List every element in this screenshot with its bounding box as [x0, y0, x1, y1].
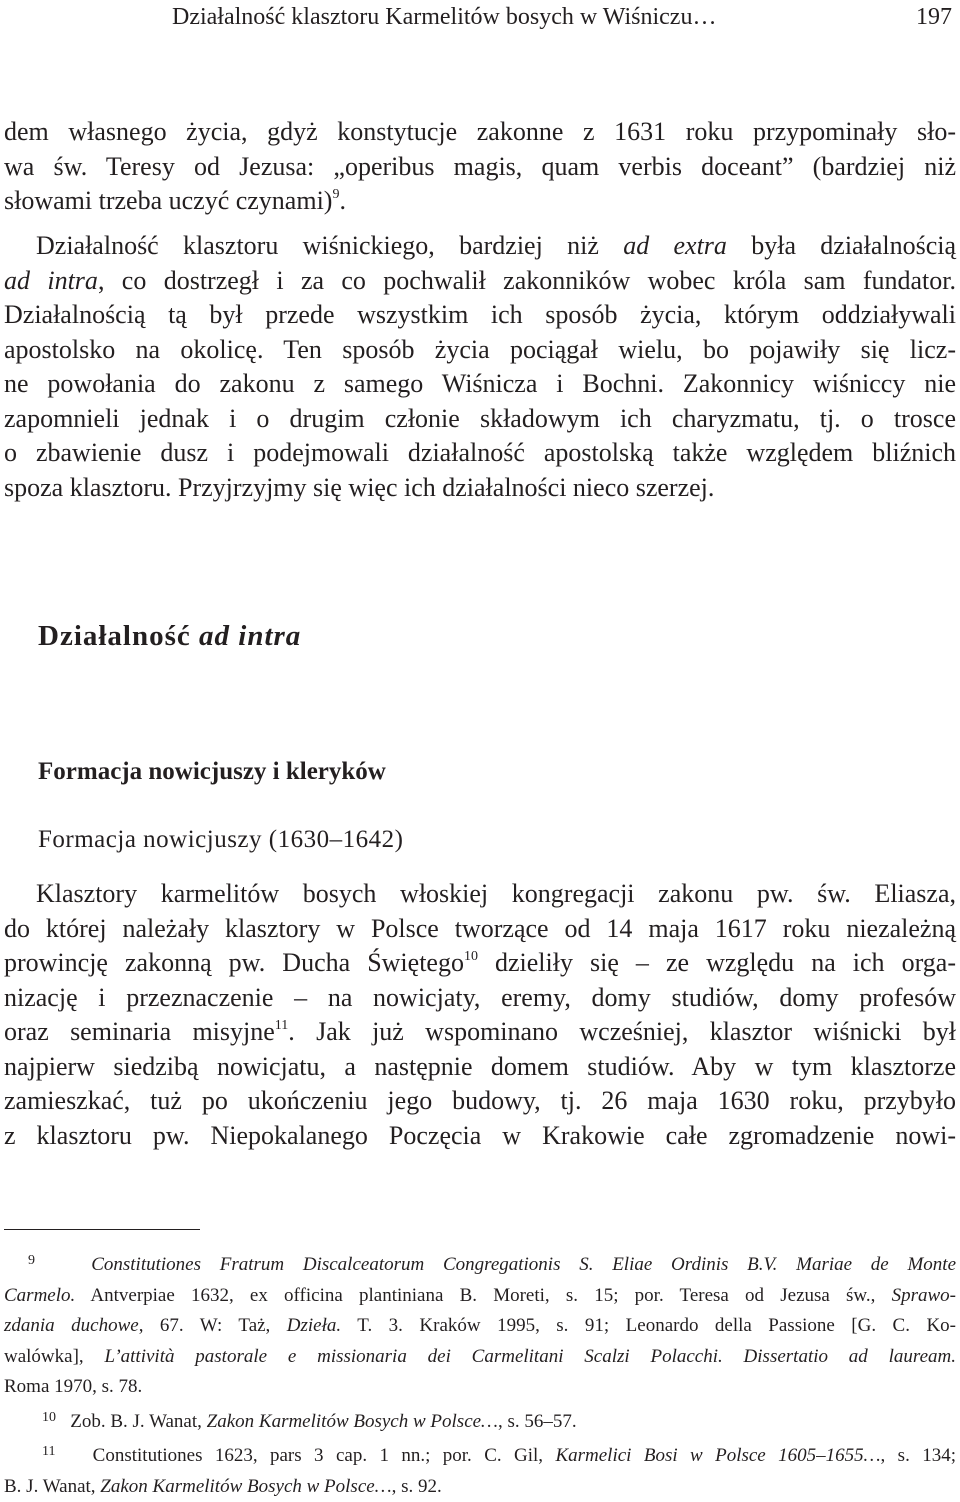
text-line: apostolsko na okolicę. Ten sposób życia pociągał wielu, bo pojawiły się licz-: [4, 333, 956, 368]
text-line: słowami trzeba uczyć czynami)$^9$.: [4, 184, 956, 219]
text-line: spoza klasztoru. Przyjrzyjmy się więc ich działalności nieco szerzej.: [4, 471, 956, 506]
footnote-11-line: B. J. Wanat, Zakon Karmelitów Bosych w Polsce…, s. 92.: [4, 1472, 956, 1502]
text-line: nizację i przeznaczenie – na nowicjaty, eremy, domy studiów, domy profesów: [4, 981, 956, 1016]
text-line: ad intra, co dostrzegł i za co pochwalił zakonników wobec króla sam fundator.: [4, 264, 956, 299]
page-number: 197: [916, 2, 952, 32]
footnote-separator: [4, 1229, 200, 1230]
text-line: dem własnego życia, gdyż konstytucje zakonne z 1631 roku przypominały sło-: [4, 115, 956, 150]
text-line: najpierw siedzibą nowicjatu, a następnie domem studiów. Aby w tym klasztorze: [4, 1050, 956, 1085]
subsection-heading: Formacja nowicjuszy i kleryków: [38, 758, 386, 786]
text-line: zamieszkać, tuż po ukończeniu jego budowy, tj. 26 maja 1630 roku, przybyło: [4, 1084, 956, 1119]
paragraph-continuation: [4, 115, 956, 219]
paragraph-formation: [4, 877, 956, 1153]
footnote-ref-9[interactable]: 9: [332, 187, 339, 202]
footnote-9-line: walówka], L’attività pastorale e missionaria dei Carmelitani Scalzi Polacchi. Dissertatio ad lauream.: [4, 1342, 956, 1373]
paragraph-activity: [4, 229, 956, 505]
text-line: oraz seminaria misyjne$^{11}$. Jak już wspominano wcześniej, klasztor wiśnicki był: [4, 1015, 956, 1050]
footnote-number: 10: [42, 1403, 56, 1434]
footnote-ref-10[interactable]: 10: [464, 949, 478, 964]
text-line: do której należały klasztory w Polsce tworzące od 14 maja 1617 roku niezależną: [4, 912, 956, 947]
footnote-9-line: Roma 1970, s. 78.: [4, 1372, 956, 1403]
text-line: prowincję zakonną pw. Ducha Świętego$^{10}$ dzieliły się – ze względu na ich orga-: [4, 946, 956, 981]
running-title: Działalność klasztoru Karmelitów bosych w Wiśniczu…: [172, 2, 716, 32]
text-line: Klasztory karmelitów bosych włoskiej kongregacji zakonu pw. św. Eliasza,: [4, 877, 956, 912]
subsubsection-heading: Formacja nowicjuszy (1630–1642): [38, 826, 403, 854]
footnote-9-line: Carmelo. Antverpiae 1632, ex officina plantiniana B. Moreti, s. 15; por. Teresa od Jezusa św., Sprawo-: [4, 1281, 956, 1312]
section-heading: Działalność ad intra: [38, 620, 301, 653]
text-line: Działalnością tą był przede wszystkim ich sposób życia, którym oddziaływali: [4, 298, 956, 333]
text-line: z klasztoru pw. Niepokalanego Poczęcia w Krakowie całe zgromadzenie nowi-: [4, 1119, 956, 1154]
footnote-ref-11[interactable]: 11: [275, 1018, 288, 1033]
footnote-number: 11: [42, 1437, 55, 1468]
footnote-number: 9: [28, 1246, 35, 1277]
text-line: o zbawienie dusz i podejmowali działalność apostolską także względem bliźnich: [4, 436, 956, 471]
text-line: zapomnieli jednak i o drugim członie składowym ich charyzmatu, tj. o trosce: [4, 402, 956, 437]
footnote-11-line: 11 Constitutiones 1623, pars 3 cap. 1 nn.; por. C. Gil, Karmelici Bosi w Polsce 1605–1655…, s. 134;: [4, 1437, 956, 1472]
text-line: ne powołania do zakonu z samego Wiśnicza i Bochni. Zakonnicy wiśniccy nie: [4, 367, 956, 402]
footnote-10-line: 10 Zob. B. J. Wanat, Zakon Karmelitów Bosych w Polsce…, s. 56–57.: [4, 1403, 956, 1438]
text-line: wa św. Teresy od Jezusa: „operibus magis, quam verbis doceant” (bardziej niż: [4, 150, 956, 185]
footnote-9-line: 9 Constitutiones Fratrum Discalceatorum Congregationis S. Eliae Ordinis B.V. Mariae de Monte: [4, 1246, 956, 1281]
text-line: Działalność klasztoru wiśnickiego, bardziej niż ad extra była działalnością: [4, 229, 956, 264]
footnote-9-line: zdania duchowe, 67. W: Taż, Dzieła. T. 3. Kraków 1995, s. 91; Leonardo della Passione [G. C. Ko-: [4, 1311, 956, 1342]
footnotes: [4, 1246, 956, 1502]
